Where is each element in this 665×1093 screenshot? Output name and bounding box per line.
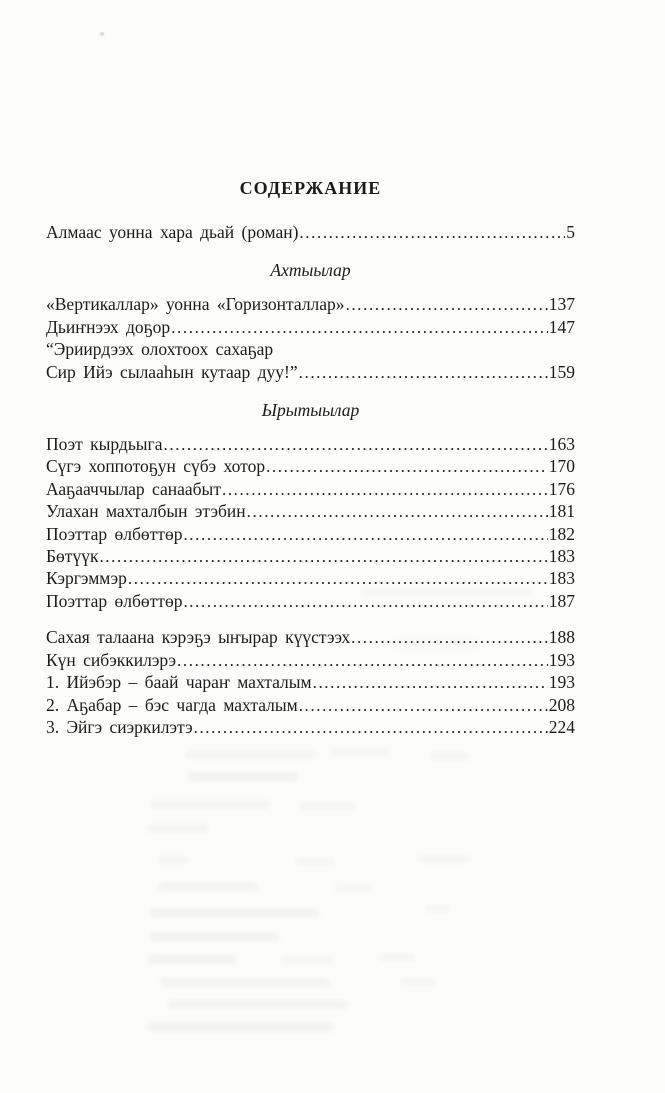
toc-entry (46, 523, 575, 545)
toc-entry (46, 316, 575, 338)
dot-leader (194, 716, 548, 738)
show-through-smudge (300, 802, 355, 810)
toc-entry (46, 694, 575, 716)
entry-title: Бөтүүк (46, 546, 99, 567)
entry-title: Ааҕааччылар санаабыт (46, 478, 221, 499)
dot-leader (183, 523, 547, 545)
show-through-smudge (380, 953, 415, 961)
entry-title: Күн сибэккилэрэ (46, 649, 177, 670)
toc-entry (46, 500, 575, 522)
entry-page-number: 176 (548, 478, 575, 499)
show-through-smudge (158, 882, 258, 891)
show-through-smudge (150, 800, 270, 809)
show-through-smudge (148, 1022, 333, 1032)
show-through-smudge (150, 932, 280, 941)
show-through-smudge (168, 1000, 348, 1009)
show-through-smudge (425, 905, 450, 912)
entry-title: Сүгэ хоппотоҕун сүбэ хотор (46, 456, 266, 477)
toc-entry (46, 716, 575, 738)
dot-leader (183, 590, 547, 612)
entry-page-number: 224 (548, 716, 575, 737)
entry-title: Сир Ийэ сылааһын кутаар дуу!” (46, 361, 298, 382)
section-heading: Ахтыылар (270, 260, 351, 281)
toc-entry (46, 221, 575, 243)
dot-leader (346, 293, 548, 315)
entry-title: Поэттар өлбөттөр (46, 523, 183, 544)
toc-entry (46, 567, 575, 589)
show-through-smudge (188, 772, 298, 781)
toc-entry (46, 626, 575, 648)
toc-entry (46, 293, 575, 315)
toc-section (46, 221, 575, 243)
show-through-smudge (430, 752, 470, 760)
toc-entry (46, 455, 575, 477)
entry-page-number: 193 (548, 672, 575, 693)
entry-page-number: 170 (548, 456, 575, 477)
entry-page-number: 188 (548, 627, 575, 648)
entry-title: Дьиҥнээх доҕор (46, 316, 171, 337)
toc-entry (46, 545, 575, 567)
entry-page-number: 208 (548, 694, 575, 715)
entry-page-number: 5 (566, 222, 575, 242)
toc-entry (46, 649, 575, 671)
entry-page-number: 187 (548, 590, 575, 611)
entry-page-number: 193 (548, 649, 575, 670)
entry-title: Поэт кырдьыга (46, 434, 163, 455)
dot-leader (247, 500, 548, 522)
dot-leader (171, 316, 548, 338)
page-title: СОДЕРЖАНИЕ (239, 178, 382, 198)
show-through-smudge (280, 956, 335, 964)
dot-leader (351, 626, 548, 648)
show-through-smudge (150, 908, 320, 917)
ink-speck (100, 32, 104, 36)
toc-section (46, 399, 575, 738)
toc-sections (46, 221, 575, 738)
dot-leader (313, 671, 548, 693)
entry-page-number: 182 (548, 523, 575, 544)
dot-leader (164, 433, 548, 455)
entry-title: 3. Эйгэ сиэркилэтэ (46, 716, 193, 737)
entry-title: 2. Аҕабар – бэс чагда махталым (46, 694, 298, 715)
toc-entry (46, 433, 575, 455)
entry-title: «Вертикаллар» уонна «Горизонталлар» (46, 294, 345, 315)
entry-page-number: 183 (548, 546, 575, 567)
dot-leader (128, 567, 548, 589)
entry-page-number: 137 (548, 294, 575, 315)
show-through-smudge (335, 884, 370, 892)
entry-page-number: 147 (548, 316, 575, 337)
entry-title: Кэргэммэр (46, 568, 127, 589)
show-through-smudge (148, 955, 238, 964)
show-through-smudge (418, 855, 468, 863)
toc-entry (46, 338, 575, 360)
entry-title: Алмаас уонна хара дьай (роман) (46, 222, 299, 242)
show-through-smudge (148, 824, 208, 833)
entry-title: Улахан махталбын этэбин (46, 501, 246, 522)
entry-title: 1. Ийэбэр – баай чараҥ махталым (46, 672, 312, 693)
dot-leader (99, 545, 547, 567)
show-through-smudge (330, 748, 390, 756)
entry-page-number: 181 (548, 501, 575, 522)
dot-leader (177, 649, 548, 671)
toc-entry (46, 361, 575, 383)
show-through-smudge (160, 978, 330, 987)
toc-section (46, 259, 575, 383)
dot-leader (299, 694, 548, 716)
entry-page-number: 159 (548, 361, 575, 382)
entry-page-number: 183 (548, 568, 575, 589)
toc-entry (46, 671, 575, 693)
dot-leader (299, 361, 548, 383)
dot-leader (266, 455, 548, 477)
show-through-smudge (185, 750, 315, 759)
dot-leader (222, 478, 548, 500)
entry-page-number: 163 (548, 434, 575, 455)
show-through-smudge (400, 978, 435, 986)
entry-title: Сахая талаана кэрэҕэ ыҥырар күүстээх (46, 627, 351, 648)
show-through-smudge (158, 856, 188, 864)
entry-title: Поэттар өлбөттөр (46, 590, 183, 611)
table-of-contents (46, 178, 575, 738)
show-through-smudge (295, 858, 335, 866)
toc-entry (46, 478, 575, 500)
toc-entry (46, 590, 575, 612)
entry-title: “Эриирдээх олохтоох сахаҕар (46, 339, 274, 360)
section-heading: Ырытыылар (261, 400, 360, 421)
dot-leader (299, 221, 565, 243)
